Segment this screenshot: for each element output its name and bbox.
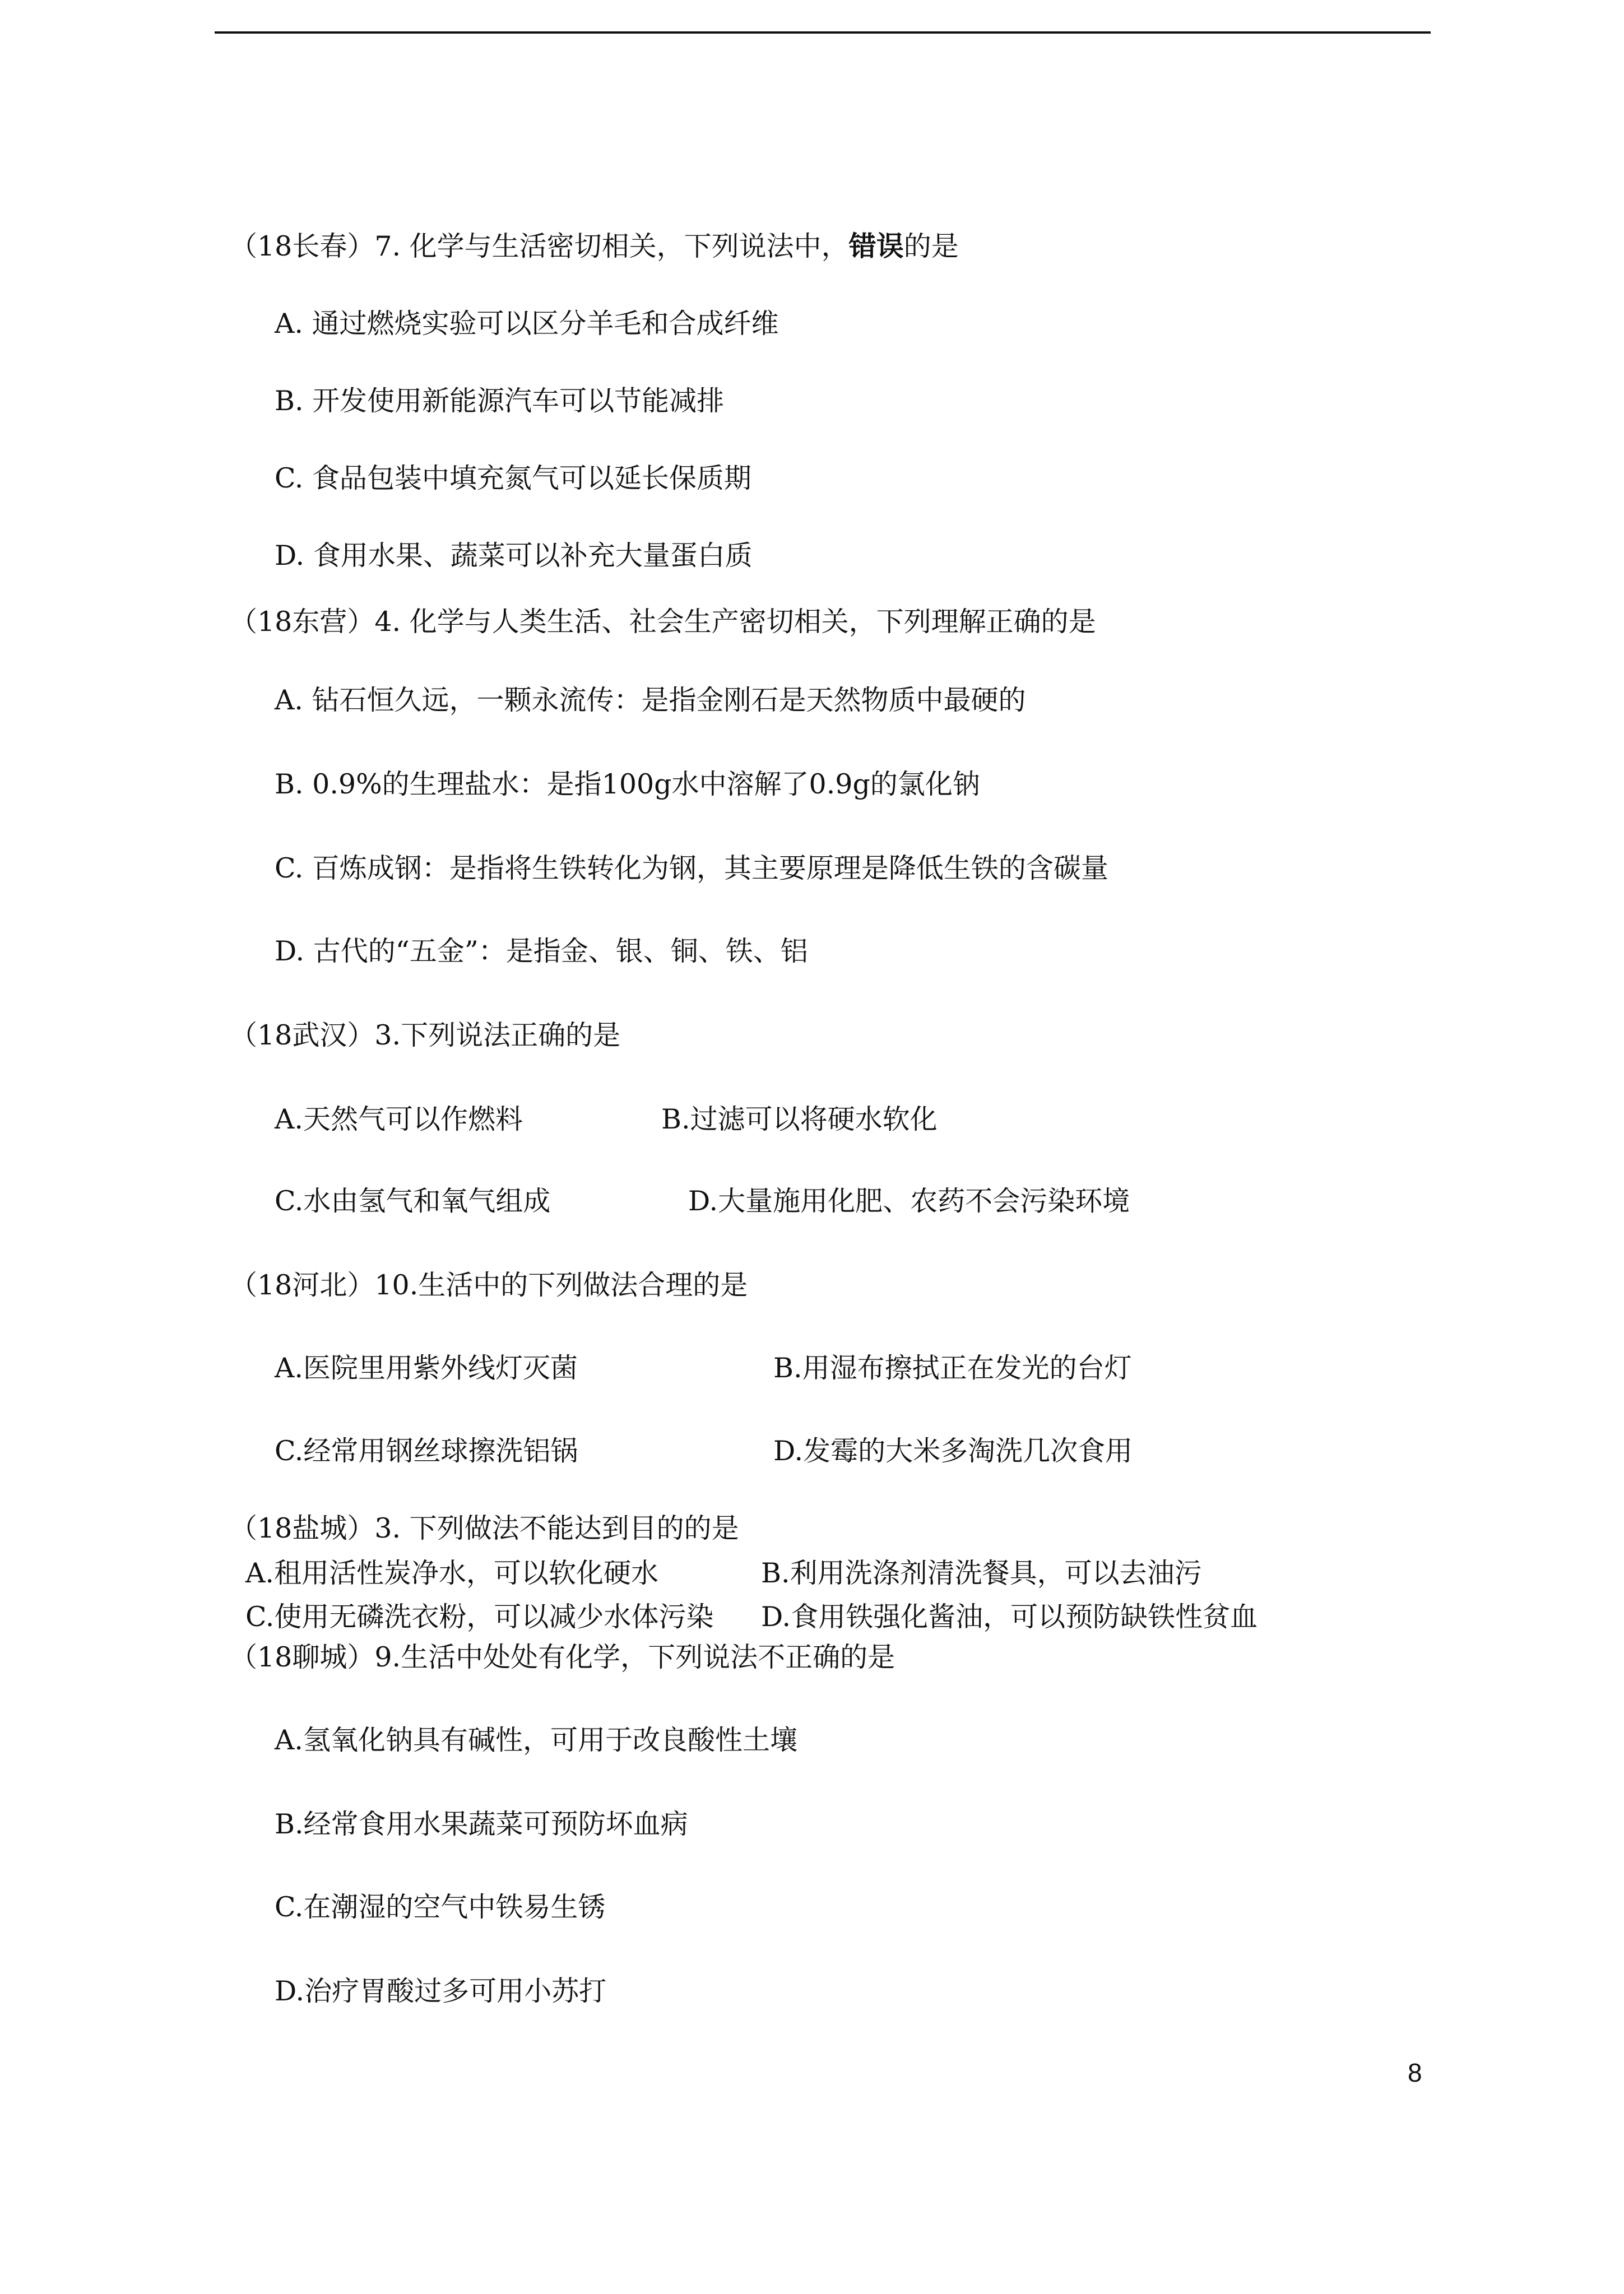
option-4d: D.发霉的大米多淘洗几次食用 xyxy=(773,1435,1133,1467)
question-stem-5: （18盐城）3. 下列做法不能达到目的的是 xyxy=(230,1512,739,1544)
option-5d: D.食用铁强化酱油，可以预防缺铁性贫血 xyxy=(761,1601,1258,1633)
option-6c: C.在潮湿的空气中铁易生锈 xyxy=(275,1891,606,1923)
option-6a: A.氢氧化钠具有碱性，可用于改良酸性土壤 xyxy=(275,1724,797,1756)
page-number: 8 xyxy=(1408,2058,1422,2087)
option-2d: D. 古代的“五金”：是指金、银、铜、铁、铝 xyxy=(275,935,808,967)
option-1d: D. 食用水果、蔬菜可以补充大量蛋白质 xyxy=(275,540,753,572)
option-6d: D.治疗胃酸过多可用小苏打 xyxy=(275,1975,607,2007)
option-3a: A.天然气可以作燃料 xyxy=(275,1103,523,1135)
option-6b: B.经常食用水果蔬菜可预防坏血病 xyxy=(275,1808,688,1840)
option-3d: D.大量施用化肥、农药不会污染环境 xyxy=(688,1185,1130,1217)
question-stem-4: （18河北）10.生活中的下列做法合理的是 xyxy=(230,1269,748,1301)
option-4c: C.经常用钢丝球擦洗铝锅 xyxy=(275,1435,578,1467)
option-4a: A.医院里用紫外线灯灭菌 xyxy=(275,1352,578,1384)
option-3c: C.水由氢气和氧气组成 xyxy=(275,1185,551,1217)
question-stem-6: （18聊城）9.生活中处处有化学，下列说法不正确的是 xyxy=(230,1641,895,1673)
option-5a: A.租用活性炭净水，可以软化硬水 xyxy=(245,1557,658,1589)
option-4b: B.用湿布擦拭正在发光的台灯 xyxy=(773,1352,1132,1384)
option-2b: B. 0.9%的生理盐水：是指100g水中溶解了0.9g的氯化钠 xyxy=(275,768,980,800)
header-rule xyxy=(215,31,1431,34)
option-3b: B.过滤可以将硬水软化 xyxy=(661,1103,938,1135)
option-1a: A. 通过燃烧实验可以区分羊毛和合成纤维 xyxy=(275,308,779,340)
option-2a: A. 钻石恒久远，一颗永流传：是指金刚石是天然物质中最硬的 xyxy=(275,684,1026,716)
option-5b: B.利用洗涤剂清洗餐具，可以去油污 xyxy=(761,1557,1202,1589)
option-1b: B. 开发使用新能源汽车可以节能减排 xyxy=(275,385,725,417)
option-5c: C.使用无磷洗衣粉，可以减少水体污染 xyxy=(245,1601,714,1633)
option-2c: C. 百炼成钢：是指将生铁转化为钢，其主要原理是降低生铁的含碳量 xyxy=(275,852,1108,884)
option-1c: C. 食品包装中填充氮气可以延长保质期 xyxy=(275,462,751,494)
question-stem-1: （18长春）7. 化学与生活密切相关，下列说法中，错误的是 xyxy=(230,230,959,262)
question-stem-3: （18武汉）3.下列说法正确的是 xyxy=(230,1019,621,1051)
question-stem-2: （18东营）4. 化学与人类生活、社会生产密切相关，下列理解正确的是 xyxy=(230,606,1096,638)
